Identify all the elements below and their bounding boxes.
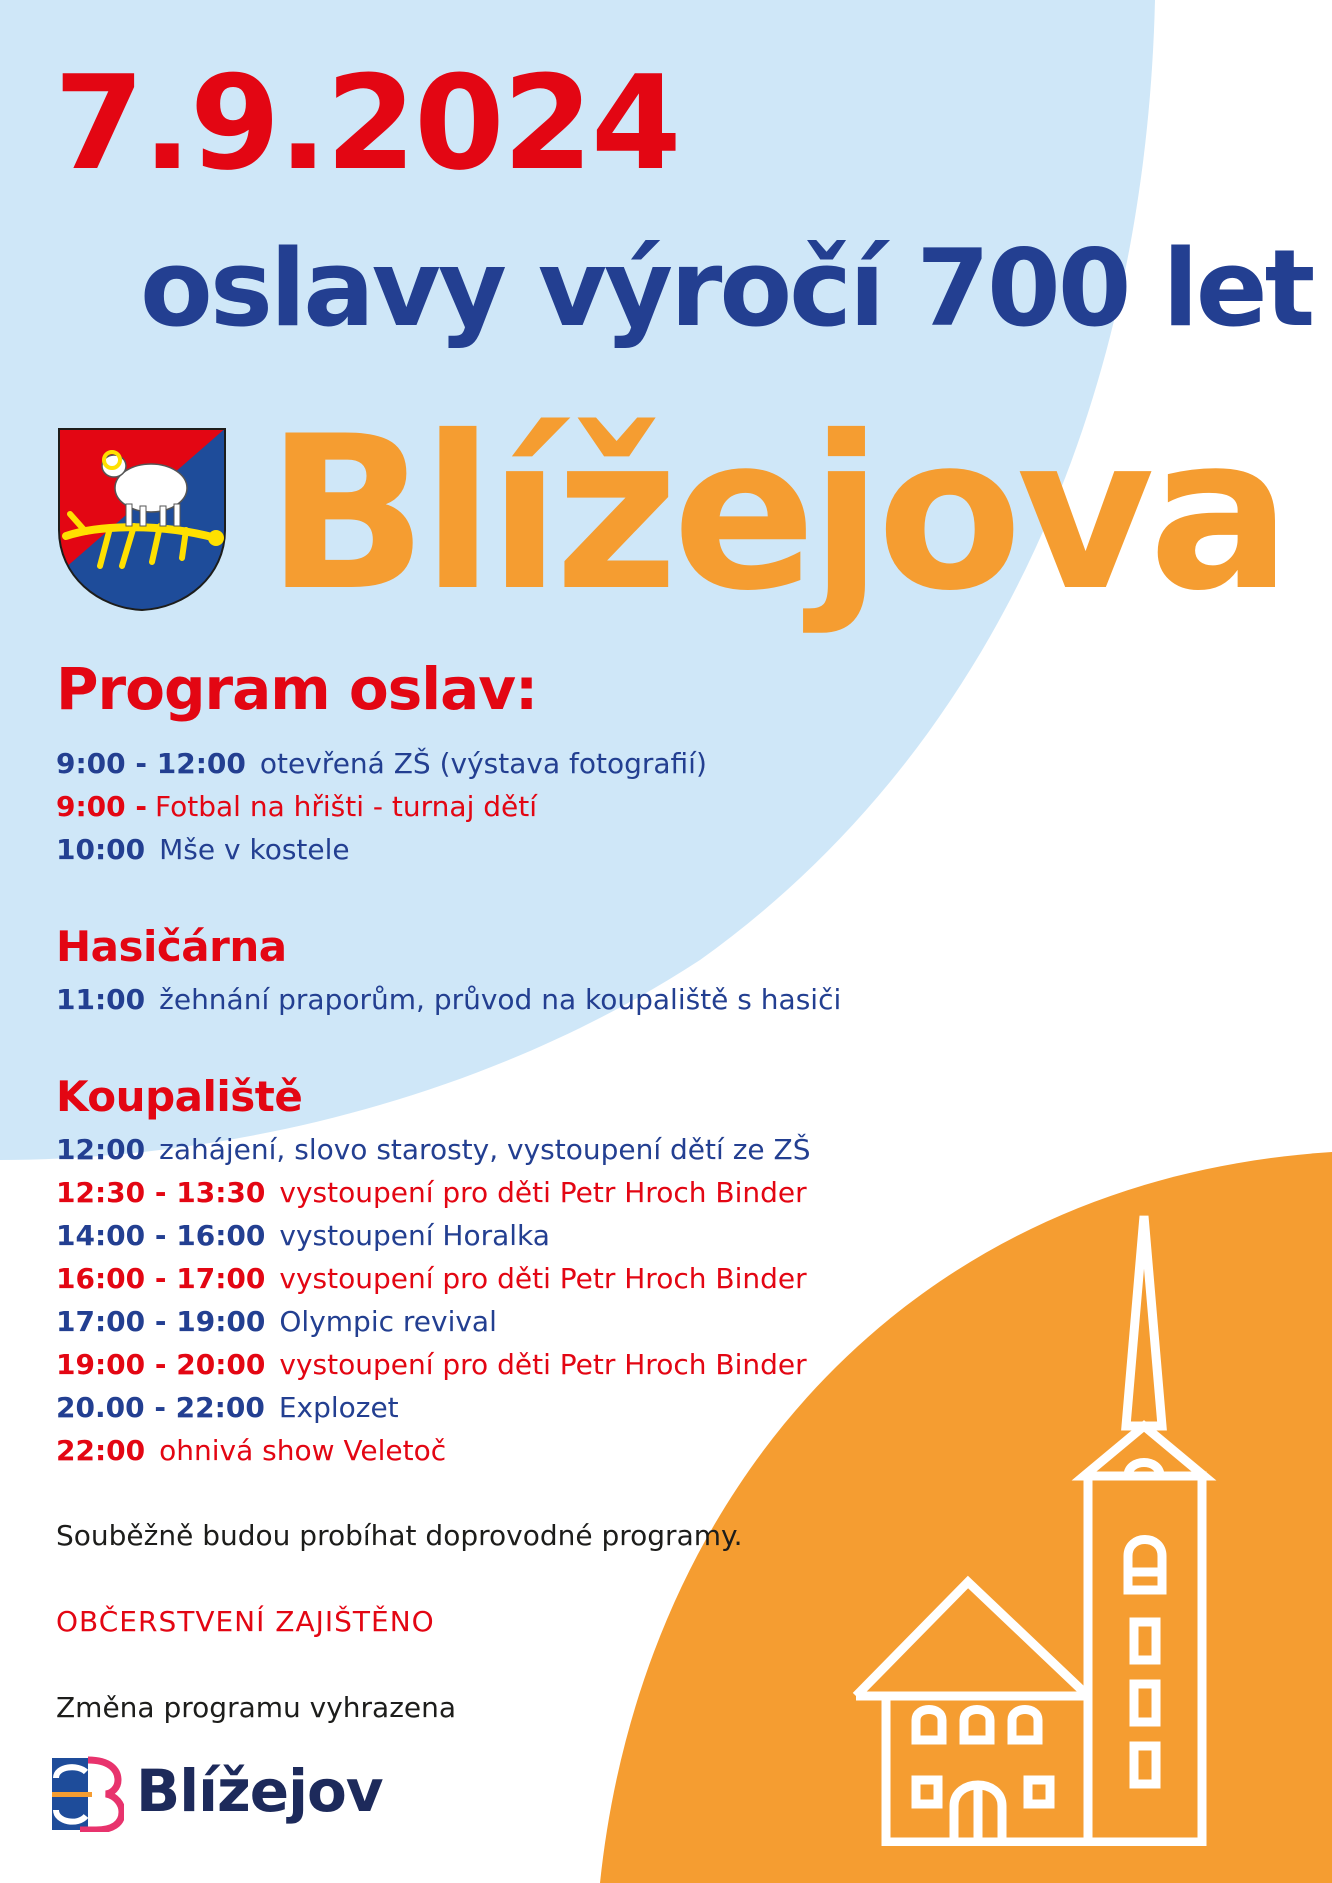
event-subtitle: oslavy výročí 700 let [140,227,1313,350]
section-heading-koupaliste: Koupaliště [56,1072,303,1121]
program-row-k6 [56,1348,807,1381]
program-event: Explozet [278,1391,399,1424]
program-row-k1 [56,1133,811,1166]
town-name: Blížejova [266,390,1286,637]
program-time: 11:00 [56,983,146,1016]
event-date: 7.9.2024 [54,47,680,199]
program-row-k7 [56,1391,399,1424]
program-row-k3 [56,1219,550,1252]
program-row-1 [56,747,707,780]
program-time: 12:00 [56,1133,146,1166]
program-event: zahájení, slovo starosty, vystoupení dětí ze ZŠ [159,1133,811,1166]
program-row-3 [56,833,350,866]
program-time: 9:00 - [56,790,148,823]
program-time: 20.00 - 22:00 [56,1391,265,1424]
footer-logo-text: Blížejov [136,1757,383,1825]
program-time: 10:00 [56,833,146,866]
program-event: žehnání praporům, průvod na koupaliště s hasiči [159,983,842,1016]
program-title: Program oslav: [56,655,538,723]
program-event: ohnivá show Veletoč [159,1434,447,1467]
program-change-note: Změna programu vyhrazena [56,1691,457,1724]
program-event: vystoupení pro děti Petr Hroch Binder [279,1262,807,1295]
program-event: Olympic revival [279,1305,497,1338]
refreshments-note: OBČERSTVENÍ ZAJIŠTĚNO [56,1605,435,1638]
church-icon [850,1212,1230,1846]
program-time: 9:00 - 12:00 [56,747,246,780]
parallel-programs-note: Souběžně budou probíhat doprovodné programy. [56,1519,743,1552]
program-row-2 [56,790,538,823]
program-time: 16:00 - 17:00 [56,1262,266,1295]
program-row-k8 [56,1434,447,1467]
program-event: Fotbal na hřišti - turnaj dětí [155,790,538,823]
coat-of-arms-icon [56,426,228,612]
program-row-k4 [56,1262,807,1295]
program-time: 12:30 - 13:30 [56,1176,266,1209]
program-event: vystoupení Horalka [279,1219,550,1252]
program-event: otevřená ZŠ (výstava fotografií) [259,747,707,780]
program-event: vystoupení pro děti Petr Hroch Binder [279,1176,807,1209]
program-row-k2 [56,1176,807,1209]
program-time: 19:00 - 20:00 [56,1348,266,1381]
program-time: 14:00 - 16:00 [56,1219,266,1252]
section-heading-hasicarna: Hasičárna [56,922,287,971]
program-row-k5 [56,1305,497,1338]
program-row-hasicarna [56,983,842,1016]
program-time: 22:00 [56,1434,146,1467]
program-event: vystoupení pro děti Petr Hroch Binder [279,1348,807,1381]
sb-logo-icon [50,1756,124,1832]
program-time: 17:00 - 19:00 [56,1305,266,1338]
program-event: Mše v kostele [159,833,350,866]
